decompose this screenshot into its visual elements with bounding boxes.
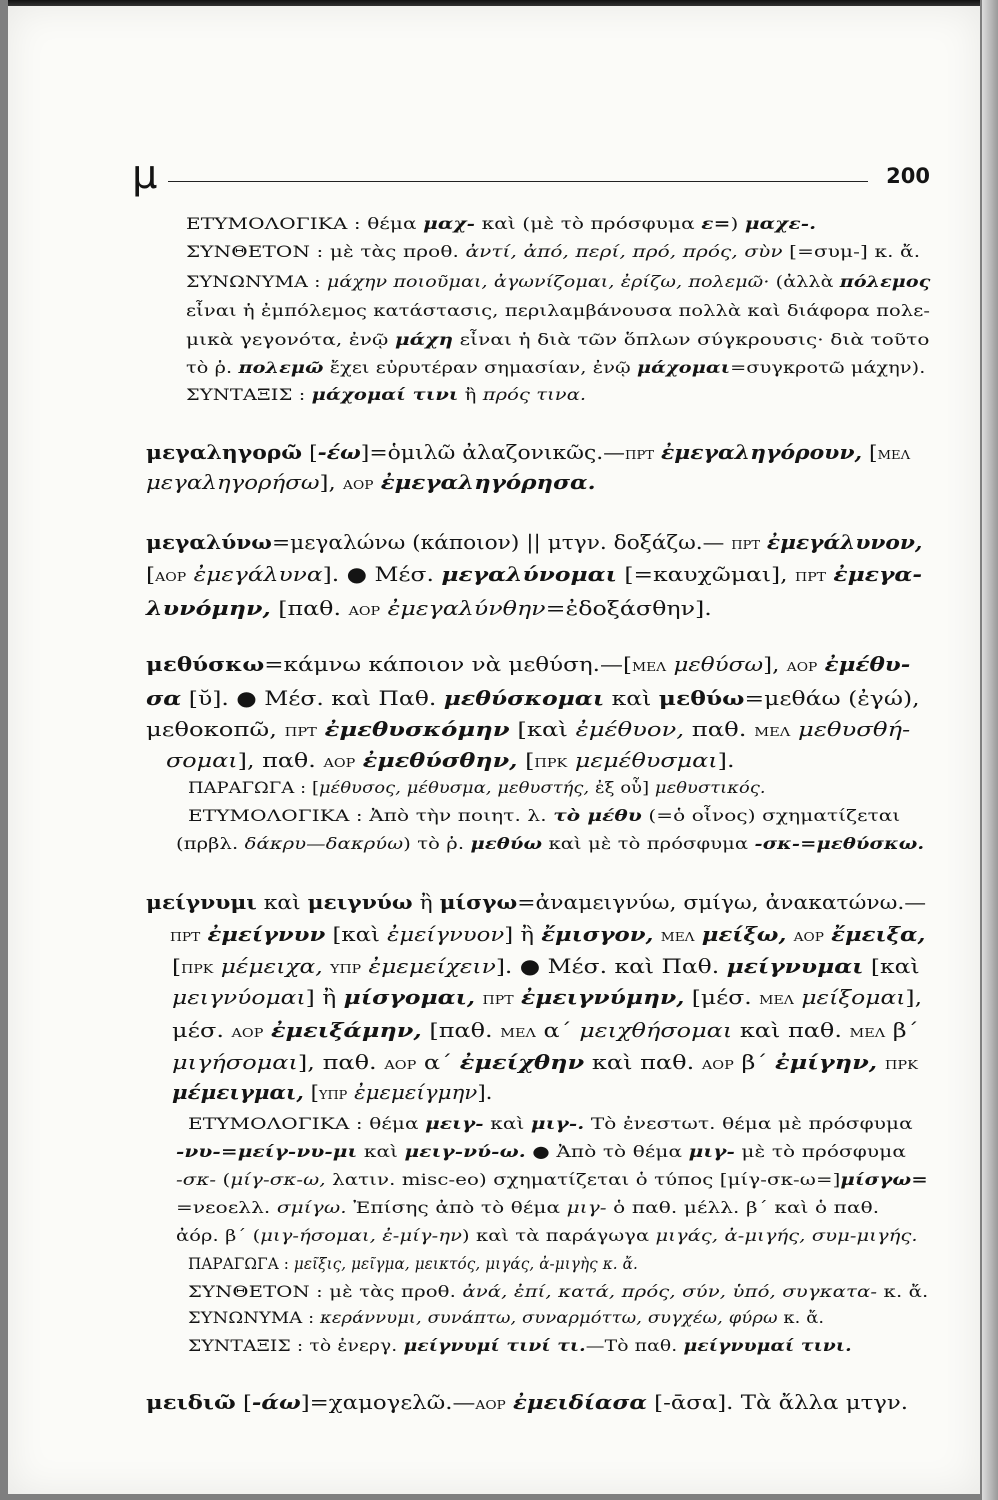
grammar-abbrev: αορ [384, 1054, 417, 1074]
text-run: μειγ-νύ-ω. [404, 1142, 526, 1161]
grammar-abbrev: μελ [877, 444, 911, 464]
text-run: [=συμ-] κ. ἄ. [782, 242, 921, 261]
headword: μειγνύω [307, 890, 413, 914]
text-run: -σκ-=μεθύσκω. [754, 834, 925, 853]
text-run: παθ. [684, 717, 755, 741]
headword: μίσγω [439, 890, 518, 914]
text-run: τὸ ῥ. [186, 358, 239, 377]
text-run: ΣΥΝΩΝΥΜΑ : [188, 1308, 321, 1327]
text-run: [ [235, 1390, 252, 1414]
entry-3-line-2 [146, 717, 910, 741]
grammar-abbrev: αορ [348, 600, 381, 620]
text-run: μάχη [394, 330, 454, 349]
text-run: μείγνυμί τινί τι. [403, 1336, 586, 1355]
entry-4-line-4 [172, 1018, 919, 1042]
text-run: ἔχει εὐρυτέραν σημασίαν, ἐνῷ [323, 358, 637, 377]
text-run: ἀόρ. β΄ ( [176, 1226, 261, 1245]
text-run: μαχε-. [744, 214, 817, 233]
page-number: 200 [886, 164, 930, 188]
text-run: ΕΤΥΜΟΛΟΓΙΚΑ : Ἀπὸ τὴν ποιητ. λ. [188, 806, 554, 825]
grammar-abbrev: πρτ [625, 444, 655, 464]
text-run: ἐμεγάλυνον, [766, 530, 923, 554]
text-run: ἐμείχθην [459, 1050, 585, 1074]
text-run: ΣΥΝΤΑΞΙΣ : [186, 385, 312, 404]
grammar-abbrev: αορ [231, 1022, 264, 1042]
text-run: καὶ παθ. [732, 1018, 850, 1042]
text-run: εἶναι ἡ διὰ τῶν ὅπλων σύγκρουσις· διὰ τοῦτο [453, 330, 930, 349]
text-run: μεμέθυσμαι [574, 748, 718, 772]
text-run: μέμειχα, [220, 954, 323, 978]
text-run: ἐμεθύσθην, [362, 748, 518, 772]
text-run: =μεθάω (ἐγώ), [744, 686, 920, 710]
text-run: μάχομαι [636, 358, 731, 377]
text-run: πόλεμος [839, 272, 931, 291]
entry-2-line-0 [146, 530, 922, 554]
text-run: [ [146, 562, 156, 586]
section-letter: μ [132, 152, 158, 198]
text-run: ΠΑΡΑΓΩΓΑ : [ [188, 778, 320, 797]
entry-4-line-2 [172, 954, 920, 978]
text-run: ἔμισγον, [541, 922, 654, 946]
grammar-abbrev: πρκ [534, 752, 568, 772]
text-run: -άω [251, 1390, 301, 1414]
entry-0-line-3 [186, 301, 930, 320]
entry-4-line-8 [176, 1142, 906, 1161]
text-run: μείξω, [701, 922, 787, 946]
entry-4-line-9 [176, 1170, 928, 1189]
text-run: ἐμεμείγμην [354, 1080, 478, 1104]
text-run: κ. ἄ. [877, 1282, 929, 1301]
text-run: μείγνυμαί τινι. [683, 1336, 852, 1355]
text-run: μίσγομαι, [343, 985, 476, 1009]
text-run: μέθυσος, μέθυσμα, μεθυστής, [319, 778, 590, 797]
entry-0-line-0 [186, 214, 816, 233]
text-run: =νεοελλ. [176, 1198, 277, 1217]
entry-2-line-1 [146, 562, 922, 586]
text-run: τὸ μέθυ [553, 806, 642, 825]
text-run: =ἐδοξάσθην]. [545, 596, 712, 620]
text-run: ἐμείγνυν [207, 922, 326, 946]
text-run [567, 748, 575, 772]
grammar-abbrev: πρκ [884, 1054, 918, 1074]
text-run: ) [730, 214, 745, 233]
entry-3-line-3 [166, 748, 735, 772]
entry-1-line-1 [146, 470, 596, 494]
text-run: μείγνυμαι [726, 954, 864, 978]
text-run: ΠΑΡΑΓΩΓΑ : [188, 1254, 294, 1273]
entry-4-line-3 [172, 985, 922, 1009]
text-run: ἐμειξάμην, [270, 1018, 422, 1042]
text-run: ἔμειξα, [831, 922, 926, 946]
text-run: ἢ [458, 385, 483, 404]
text-run [186, 562, 193, 586]
text-run: καὶ παθ. [584, 1050, 702, 1074]
headword: μεγαληγορῶ [146, 440, 303, 464]
text-run: [ [862, 440, 878, 464]
text-run: κ. ἄ. [777, 1308, 825, 1327]
text-run: Ἐπίσης ἀπὸ τὸ θέμα [346, 1198, 567, 1217]
text-run: —Τὸ παθ. [585, 1336, 684, 1355]
grammar-abbrev: αορ [323, 752, 356, 772]
text-run: ε= [701, 214, 731, 233]
scan-right-edge [982, 0, 998, 1500]
text-run: ΕΤΥΜΟΛΟΓΙΚΑ : θέμα [186, 214, 424, 233]
text-run: δάκρυ—δακρύω [244, 834, 404, 853]
text-run: (πρβλ. [176, 834, 245, 853]
text-run: σμίγω. [276, 1198, 347, 1217]
text-run: ]. ● Μέσ. καὶ Παθ. [495, 954, 727, 978]
text-run: ΣΥΝΩΝΥΜΑ : [186, 272, 327, 291]
entry-3-line-0 [146, 652, 910, 676]
text-run: ], παθ. [297, 1050, 385, 1074]
text-run: καὶ [604, 686, 659, 710]
text-run: ἐμίγην, [774, 1050, 878, 1074]
grammar-abbrev: πρτ [731, 534, 761, 554]
grammar-abbrev: μελ [849, 1022, 886, 1042]
text-run: (ἀλλὰ [769, 272, 840, 291]
text-run [317, 717, 325, 741]
text-run: μεθύσω [673, 652, 764, 676]
text-run: μειγνύομαι [172, 985, 306, 1009]
text-run: μεθύω [470, 834, 543, 853]
text-run: μιγ-ήσομαι, ἐ-μίγ-ην [260, 1226, 462, 1245]
text-run: [παθ. [270, 596, 349, 620]
entry-5-line-0 [146, 1390, 908, 1414]
grammar-abbrev: μελ [759, 989, 794, 1009]
text-run: καὶ [483, 1114, 531, 1133]
entry-3-line-5 [188, 806, 900, 825]
text-run: λυνόμην, [146, 596, 271, 620]
text-run: μεγαλύνομαι [441, 562, 617, 586]
text-run: ]=χαμογελῶ.— [300, 1390, 476, 1414]
text-run: ἐμεμείχειν [368, 954, 496, 978]
text-run: α΄ [416, 1050, 460, 1074]
text-run: μίσγω= [840, 1170, 928, 1189]
text-run: =κάμνω κάποιον νὰ μεθύση.—[ [264, 652, 632, 676]
text-run: ἐμέθυ- [824, 652, 911, 676]
text-run: -έω [317, 440, 361, 464]
text-run: μιγήσομαι [172, 1050, 298, 1074]
grammar-abbrev: αορ [701, 1054, 734, 1074]
text-run: μάχην ποιοῦμαι, ἀγωνίζομαι, ἐρίζω, πολεμῶ· [326, 272, 770, 291]
text-run: μειχθήσομαι [579, 1018, 733, 1042]
text-run [200, 922, 207, 946]
grammar-abbrev: υπρ [330, 958, 362, 978]
text-run: ) καὶ τὰ παράγωγα [461, 1226, 656, 1245]
text-run: μεθυσθή- [798, 717, 911, 741]
text-run: μειγ- [425, 1114, 484, 1133]
entry-4-line-0 [146, 890, 926, 914]
grammar-abbrev: αορ [155, 566, 187, 586]
text-run: ἐμεγαληγόρουν, [660, 440, 863, 464]
text-run: μέσ. [172, 1018, 232, 1042]
text-run: μίγ-σκ-ω, [230, 1170, 326, 1189]
grammar-abbrev: υπρ [318, 1084, 348, 1104]
text-run: μικὰ γεγονότα, ἐνῷ [186, 330, 395, 349]
text-run [373, 470, 380, 494]
entry-4-line-11 [176, 1226, 918, 1245]
text-run: ΕΤΥΜΟΛΟΓΙΚΑ : θέμα [188, 1114, 426, 1133]
entry-4-line-12 [188, 1254, 638, 1273]
text-run [794, 985, 801, 1009]
text-run: λατιν. misc-eo) σχηματίζεται ὁ τύπος [μίγ-σκ-ω=] [325, 1170, 841, 1189]
grammar-abbrev: πρτ [482, 989, 514, 1009]
entry-3-line-4 [188, 778, 766, 797]
text-run: ], παθ. [237, 748, 324, 772]
text-run [760, 530, 767, 554]
text-run [653, 922, 660, 946]
text-run: ἐμείγνυον [387, 922, 505, 946]
text-run [824, 922, 831, 946]
text-run: ]. [717, 748, 735, 772]
grammar-abbrev: μελ [660, 926, 695, 946]
text-run: πολεμῶ [238, 358, 324, 377]
text-run: ἀντί, ἀπό, περί, πρό, πρός, σὺν [465, 242, 783, 261]
grammar-abbrev: αορ [343, 474, 374, 494]
text-run: καὶ μὲ τὸ πρόσφυμα [542, 834, 755, 853]
entry-0-line-6 [186, 385, 586, 404]
text-run: μεθυστικός. [654, 778, 766, 797]
text-run: ἐμεγαλύνθην [387, 596, 546, 620]
text-run: μιγ- [566, 1198, 607, 1217]
text-run: ἐμεγα- [833, 562, 923, 586]
text-run: ἐμεγαληγόρησα. [380, 470, 596, 494]
text-run: καὶ (μὲ τὸ πρόσφυμα [475, 214, 702, 233]
entry-0-line-2 [186, 272, 930, 291]
text-run: μὲ τὸ πρόσφυμα [734, 1142, 906, 1161]
text-run: ]=ὁμιλῶ ἀλαζονικῶς.— [360, 440, 626, 464]
header-rule [168, 181, 868, 182]
running-header [132, 152, 930, 200]
text-run: -σκ- [176, 1170, 217, 1189]
text-run: [μέσ. [684, 985, 760, 1009]
text-run: καὶ [256, 890, 308, 914]
text-run: ἀνά, ἐπί, κατά, πρός, σύν, ὑπό, συγκατα- [462, 1282, 878, 1301]
grammar-abbrev: μελ [754, 721, 791, 741]
text-run: μάχομαί τινι [311, 385, 459, 404]
headword: μεθύω [658, 686, 745, 710]
text-run: μείξομαι [801, 985, 906, 1009]
text-run: σομαι [166, 748, 238, 772]
text-run: -νυ-=μείγ-νυ-μι [176, 1142, 358, 1161]
text-run: ἢ [412, 890, 440, 914]
headword: μεθύσκω [146, 652, 265, 676]
text-run: ], [319, 470, 344, 494]
text-run: ]. ● Μέσ. [322, 562, 442, 586]
text-run: ] ἢ [305, 985, 344, 1009]
entry-3-line-1 [146, 686, 920, 710]
text-run: ]. [477, 1080, 493, 1104]
entry-4-line-15 [188, 1336, 852, 1355]
text-run: β΄ [885, 1018, 919, 1042]
text-run: μεῖξις, μεῖγμα, μεικτός, μιγάς, ἀ-μιγὴς κ. ἄ. [293, 1254, 638, 1273]
text-run: ἐμεθυσκόμην [324, 717, 510, 741]
grammar-abbrev: μελ [631, 656, 667, 676]
text-run: ], [763, 652, 787, 676]
text-run: ( [216, 1170, 231, 1189]
entry-0-line-5 [186, 358, 926, 377]
text-run: κεράννυμι, συνάπτω, συναρμόττω, συγχέω, φύρω [320, 1308, 778, 1327]
entry-0-line-4 [186, 330, 930, 349]
grammar-abbrev: πρκ [181, 958, 214, 978]
text-run: ) τὸ ῥ. [403, 834, 471, 853]
text-run: ] ἢ [504, 922, 542, 946]
text-run: [=καυχῶμαι], [616, 562, 795, 586]
text-run: πρός τινα. [482, 385, 587, 404]
text-run: ΣΥΝΘΕΤΟΝ : μὲ τὰς προθ. [186, 242, 466, 261]
headword: μειδιῶ [146, 1390, 236, 1414]
text-run: ● Ἀπὸ τὸ θέμα [525, 1142, 689, 1161]
text-run: β΄ [733, 1050, 775, 1074]
text-run: α΄ [535, 1018, 580, 1042]
text-run: μιγ- [688, 1142, 735, 1161]
text-run: [καὶ [509, 717, 576, 741]
text-run: σα [146, 686, 182, 710]
text-run: ΣΥΝΤΑΞΙΣ : τὸ ἐνεργ. [188, 1336, 404, 1355]
text-run: ΣΥΝΘΕΤΟΝ : μὲ τὰς προθ. [188, 1282, 463, 1301]
grammar-abbrev: αορ [786, 656, 818, 676]
text-run [695, 922, 702, 946]
text-run: ἐξ οὗ] [589, 778, 655, 797]
text-run [213, 954, 220, 978]
text-run: [καὶ [325, 922, 388, 946]
text-run: μεθοκοπῶ, [146, 717, 285, 741]
entry-4-line-14 [188, 1308, 824, 1327]
text-run: [ [302, 440, 318, 464]
text-run: μιγάς, ἀ-μιγής, συμ-μιγής. [655, 1226, 918, 1245]
text-run: [παθ. [421, 1018, 501, 1042]
grammar-abbrev: πρτ [794, 566, 827, 586]
text-run [817, 652, 824, 676]
entry-1-line-0 [146, 440, 910, 464]
grammar-abbrev: μελ [500, 1022, 536, 1042]
text-run [786, 922, 793, 946]
text-run: καὶ [357, 1142, 405, 1161]
text-run [790, 717, 798, 741]
text-run: μέμειγμαι, [172, 1080, 304, 1104]
text-run: μεγαληγορήσω [146, 470, 320, 494]
headword: μείγνυμι [146, 890, 257, 914]
entry-3-line-6 [176, 834, 924, 853]
text-run: ἐμεγάλυνα [193, 562, 323, 586]
text-run: μιγ-. [530, 1114, 585, 1133]
text-run: =συγκροτῶ μάχην). [730, 358, 926, 377]
text-run: (=ὁ οἶνος) σχηματίζεται [641, 806, 901, 825]
text-run: [ῠ]. ● Μέσ. καὶ Παθ. [181, 686, 444, 710]
text-run: =ἀναμειγνύω, σμίγω, ἀνακατώνω.— [517, 890, 927, 914]
entry-4-line-13 [188, 1282, 928, 1301]
text-run [263, 1018, 271, 1042]
text-run: ὁ παθ. μέλλ. β΄ καὶ ὁ παθ. [606, 1198, 880, 1217]
text-run: [ [517, 748, 535, 772]
text-run: ἐμειδίασα [513, 1390, 647, 1414]
text-run: [ [172, 954, 182, 978]
text-run: εἶναι ἡ ἐμπόλεμος κατάστασις, περιλαμβάνουσα πολλὰ καὶ διάφορα πολε- [186, 301, 931, 320]
entry-4-line-1 [170, 922, 925, 946]
entry-4-line-7 [188, 1114, 913, 1133]
text-run: [-ᾱσα]. Τὰ ἄλλα μτγν. [646, 1390, 909, 1414]
entry-4-line-10 [176, 1198, 879, 1217]
text-run: ἐμέθυον, [575, 717, 685, 741]
entry-2-line-2 [146, 596, 712, 620]
headword: μεγαλύνω [146, 530, 272, 554]
grammar-abbrev: πρτ [170, 926, 201, 946]
text-run: μεθύσκομαι [443, 686, 605, 710]
entry-4-line-5 [172, 1050, 918, 1074]
text-run [355, 748, 363, 772]
text-run [380, 596, 388, 620]
entry-0-line-1 [186, 242, 920, 261]
text-run: ἐμειγνύμην, [521, 985, 685, 1009]
grammar-abbrev: αορ [793, 926, 824, 946]
text-run: Τὸ ἐνεστωτ. θέμα μὲ πρόσφυμα [584, 1114, 913, 1133]
grammar-abbrev: αορ [475, 1394, 506, 1414]
text-run: μαχ- [423, 214, 476, 233]
grammar-abbrev: πρτ [284, 721, 317, 741]
text-run: [καὶ [863, 954, 920, 978]
text-run: [ [303, 1080, 319, 1104]
text-run: =μεγαλώνω (κάποιον) || μτγν. δοξάζω.— [271, 530, 732, 554]
text-run: ], [905, 985, 923, 1009]
entry-4-line-6 [172, 1080, 493, 1104]
